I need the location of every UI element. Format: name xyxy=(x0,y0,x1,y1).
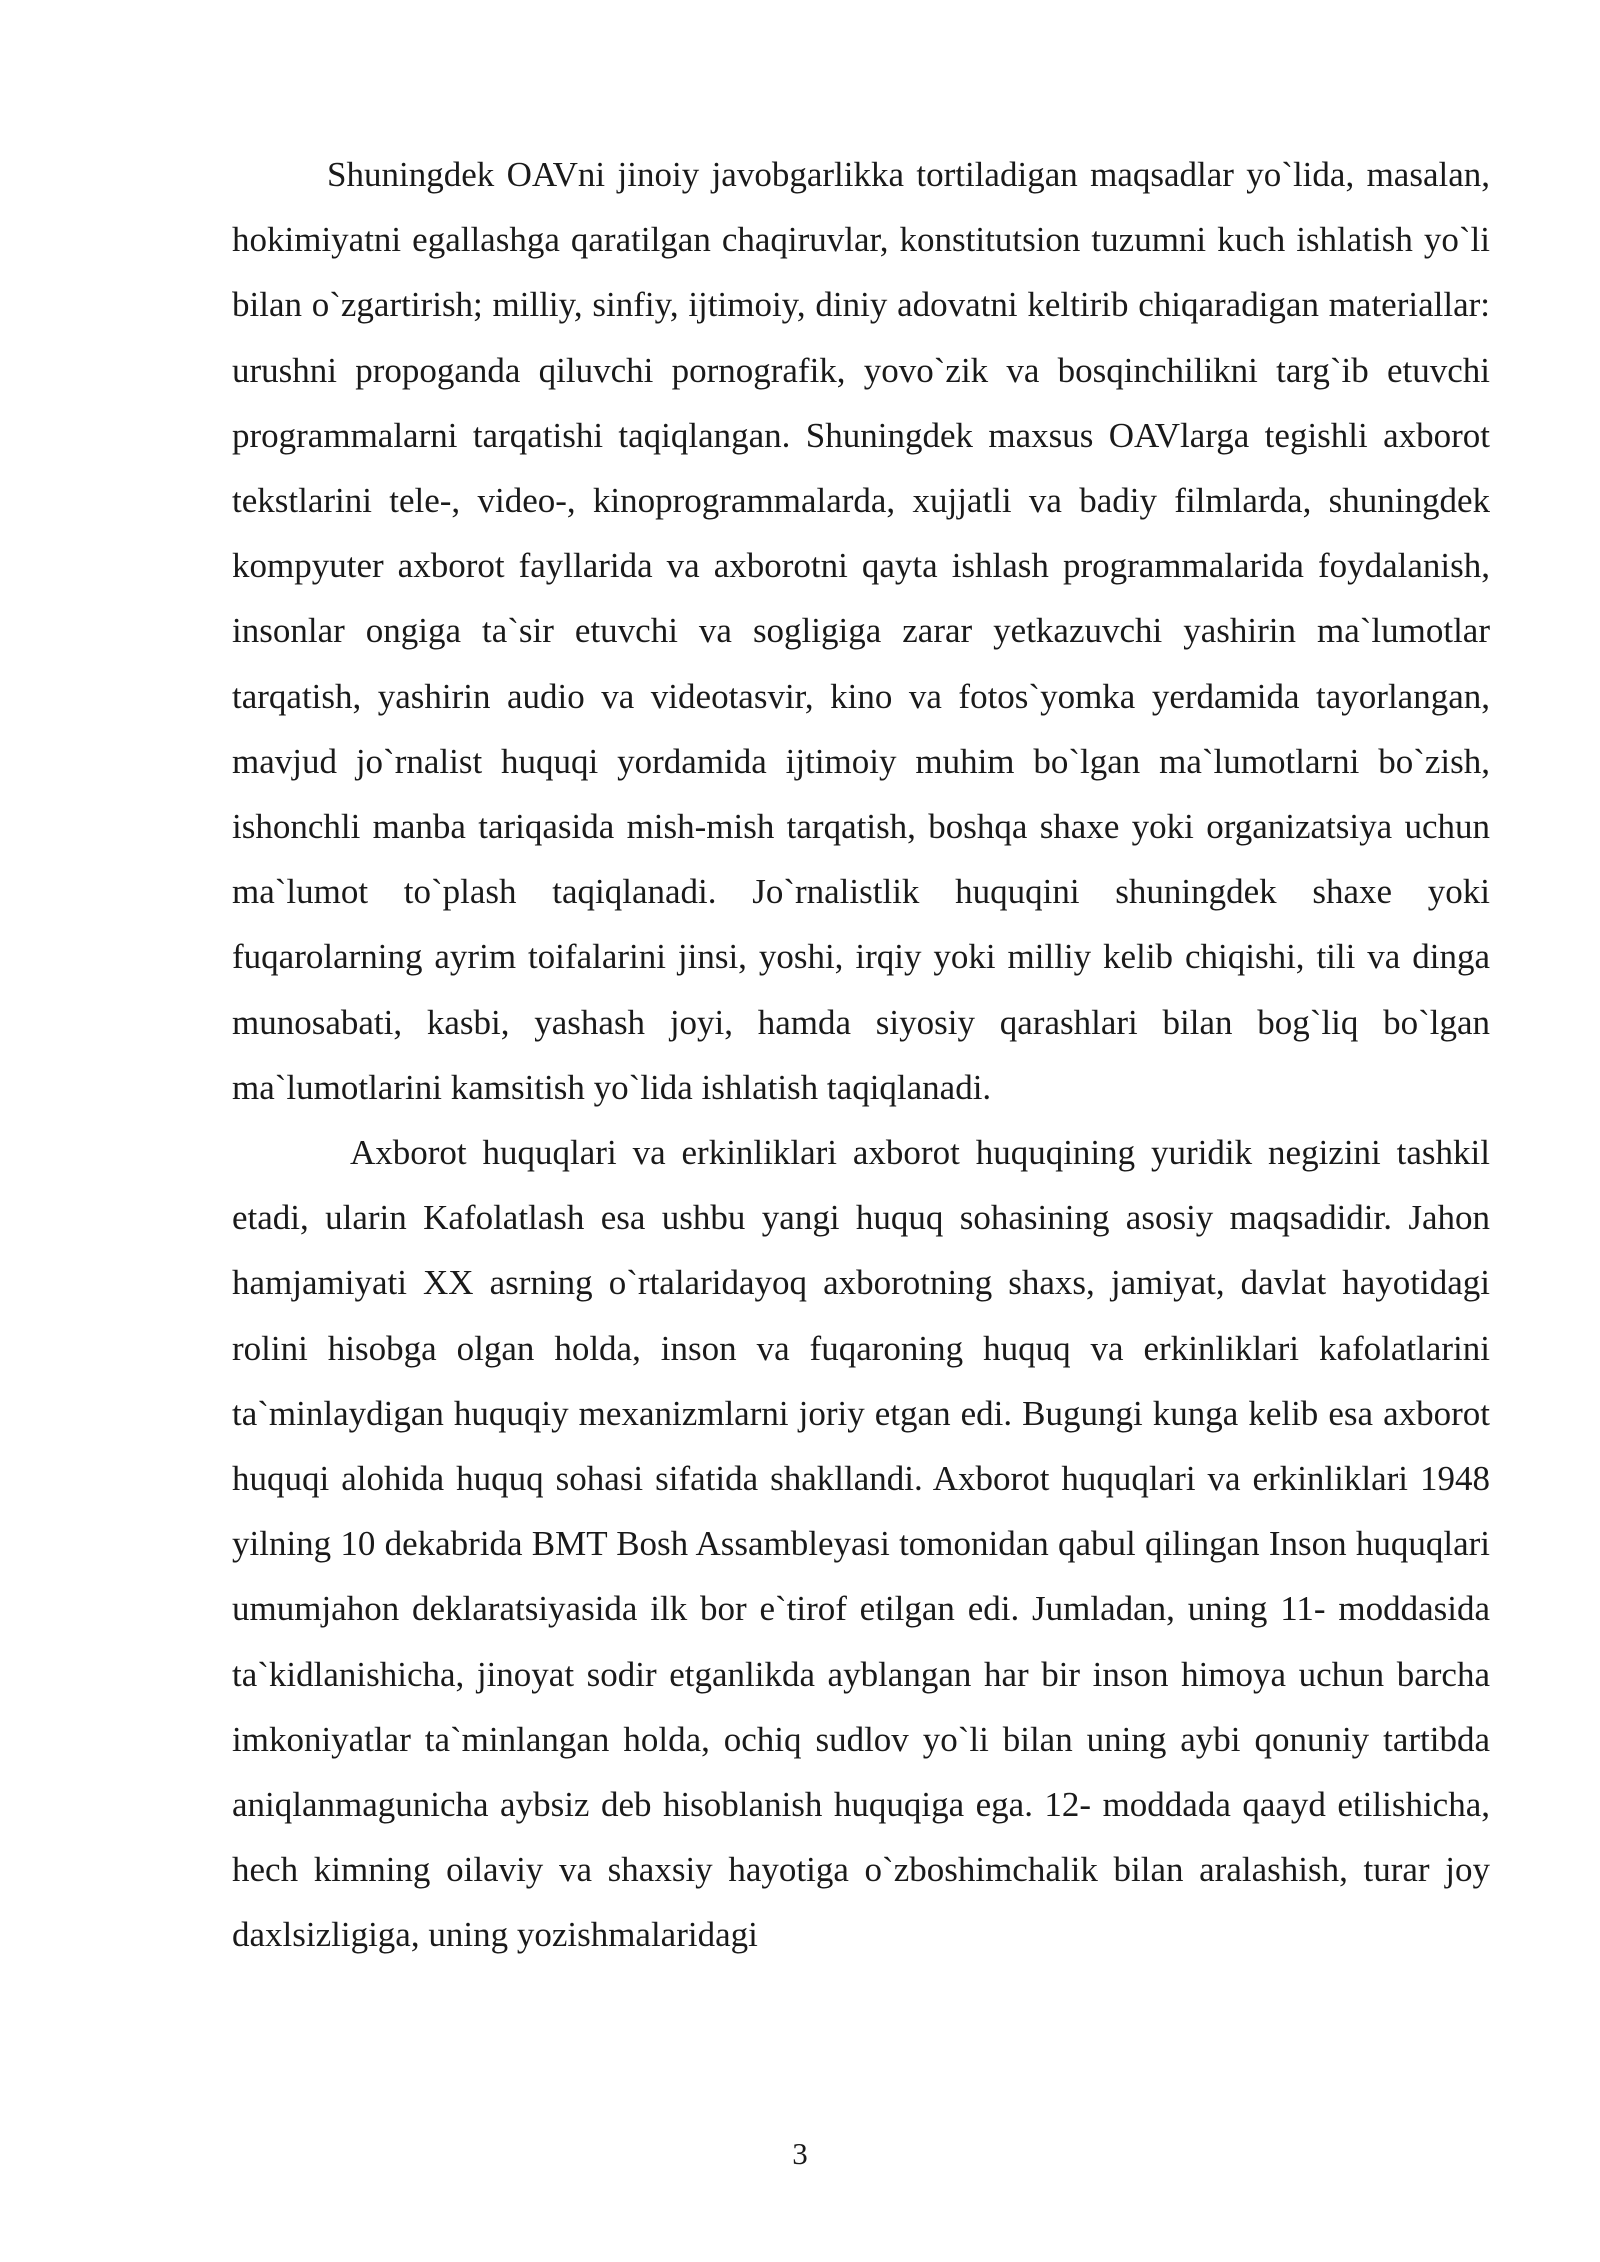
paragraph-1: Shuningdek OAVni jinoiy javobgarlikka tortiladigan maqsadlar yo`lida, masalan, hokimiyatni egallashga qaratilgan chaqiruvlar, konstitutsion tuzumni kuch ishlatish yo`li bilan o`zgartirish; milliy, sinfiy, ijtimoiy, diniy adovatni keltirib chiqaradigan materiallar: urushni propoganda qiluvchi pornografik, yovo`zik va bosqinchilikni targ`ib etuvchi programmalarni tarqatishi taqiqlangan. Shuningdek maxsus OAVlarga tegishli axborot tekstlarini tele-, video-, kinoprogrammalarda, xujjatli va badiy filmlarda, shuningdek kompyuter axborot fayllarida va axborotni qayta ishlash programmalarida foydalanish, insonlar ongiga ta`sir etuvchi va sogligiga zarar yetkazuvchi yashirin ma`lumotlar tarqatish, yashirin audio va videotasvir, kino va fotos`yomka yerdamida tayorlangan, mavjud jo`rnalist huquqi yordamida ijtimoiy muhim bo`lgan ma`lumotlarni bo`zish, ishonchli manba tariqasida mish-mish tarqatish, boshqa shaxe yoki organizatsiya uchun ma`lumot to`plash taqiqlanadi. Jo`rnalistlik huquqini shuningdek shaxe yoki fuqarolarning ayrim toifalarini jinsi, yoshi, irqiy yoki milliy kelib chiqishi, tili va dinga munosabati, kasbi, yashash joyi, hamda siyosiy qarashlari bilan bog`liq bo`lgan ma`lumotlarini kamsitish yo`lida ishlatish taqiqlanadi. xyxy=(232,155,1490,1107)
page-number: 3 xyxy=(792,2136,808,2171)
document-body xyxy=(232,142,1490,1968)
paragraph-2: Axborot huquqlari va erkinliklari axborot huquqining yuridik negizini tashkil etadi, ularin Kafolatlash esa ushbu yangi huquq sohasining asosiy maqsadidir. Jahon hamjamiyati XX asrning o`rtalaridayoq axborotning shaxs, jamiyat, davlat hayotidagi rolini hisobga olgan holda, inson va fuqaroning huquq va erkinliklari kafolatlarini ta`minlaydigan huquqiy mexanizmlarni joriy etgan edi. Bugungi kunga kelib esa axborot huquqi alohida huquq sohasi sifatida shakllandi. Axborot huquqlari va erkinliklari 1948 yilning 10 dekabrida BMT Bosh Assambleyasi tomonidan qabul qilingan Inson huquqlari umumjahon deklaratsiyasida ilk bor e`tirof etilgan edi. Jumladan, uning 11- moddasida ta`kidlanishicha, jinoyat sodir etganlikda ayblangan har bir inson himoya uchun barcha imkoniyatlar ta`minlangan holda, ochiq sudlov yo`li bilan uning aybi qonuniy tartibda aniqlanmagunicha aybsiz deb hisoblanish huquqiga ega. 12- moddada qaayd etilishicha, hech kimning oilaviy va shaxsiy hayotiga o`zboshimchalik bilan aralashish, turar joy daxlsizligiga, uning yozishmalaridagi xyxy=(232,1133,1490,1955)
